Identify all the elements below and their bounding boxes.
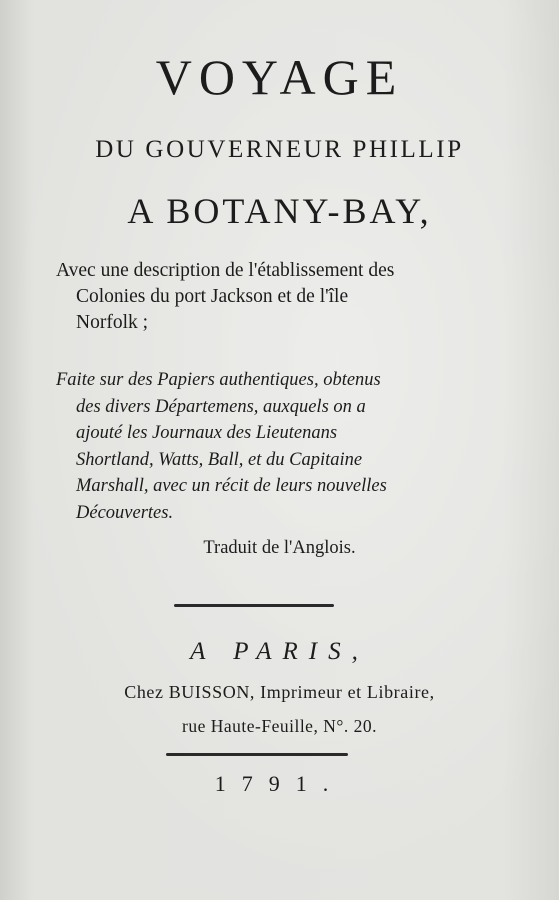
divider-rule [174, 604, 334, 607]
imprint-address: rue Haute-Feuille, N°. 20. [182, 716, 377, 736]
sources-line: Découvertes. [76, 502, 174, 523]
imprint-place: A PARIS, [190, 638, 369, 665]
sources-line: des divers Départemens, auxquels on a [76, 396, 366, 417]
divider-rule [166, 753, 348, 756]
description-paragraph [56, 258, 456, 336]
sources-line: Marshall, avec un récit de leurs nouvelles [76, 476, 387, 496]
translation-note: Traduit de l'Anglois. [203, 538, 356, 558]
sources-line: ajouté les Journaux des Lieutenans [76, 423, 338, 443]
description-line: Norfolk ; [76, 312, 149, 333]
book-title: VOYAGE [155, 49, 404, 105]
description-line: Avec une description de l'établissement des [56, 260, 395, 281]
subtitle-destination: A BOTANY-BAY, [127, 191, 432, 231]
subtitle-governor: DU GOUVERNEUR PHILLIP [95, 136, 464, 163]
imprint-year: 1791. [214, 771, 345, 796]
sources-line: Shortland, Watts, Ball, et du Capitaine [76, 449, 363, 470]
sources-paragraph [56, 367, 456, 526]
description-line: Colonies du port Jackson et de l'île [76, 286, 349, 307]
imprint-publisher: Chez BUISSON, Imprimeur et Libraire, [124, 682, 435, 702]
sources-line: Faite sur des Papiers authentiques, obtenus [56, 370, 381, 390]
